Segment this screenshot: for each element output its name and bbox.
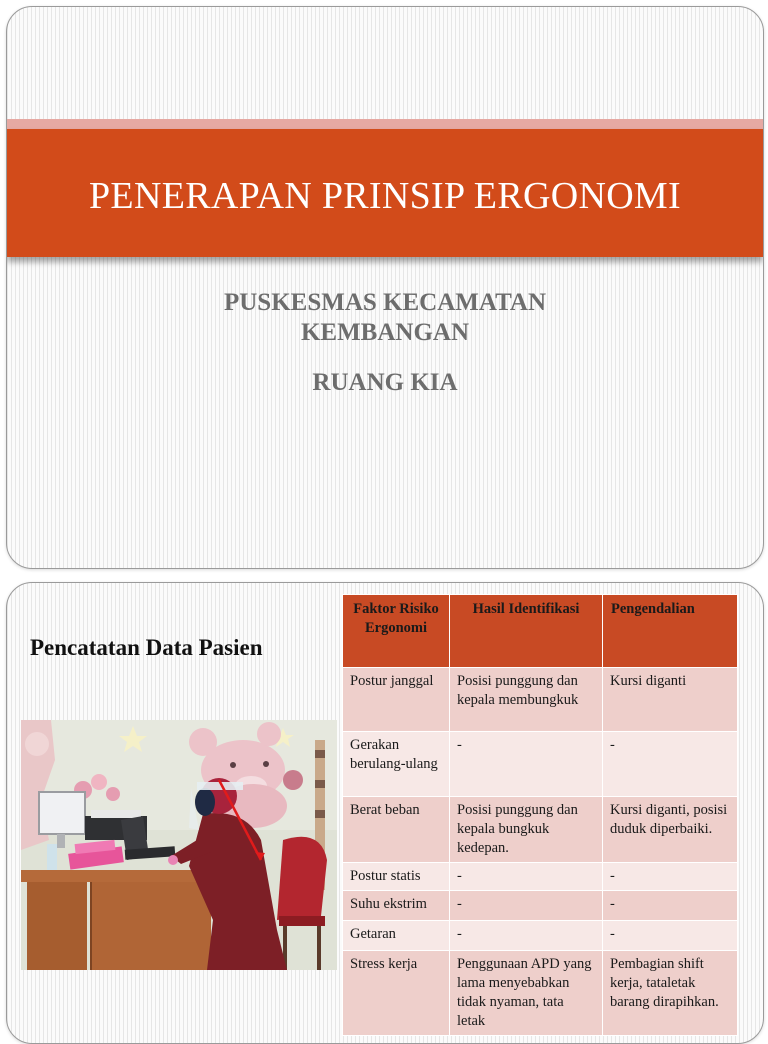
cell-factor: Suhu ekstrim (343, 891, 450, 921)
cell-result: - (450, 921, 603, 951)
table-row (343, 891, 738, 921)
table-row (343, 797, 738, 863)
table-row (343, 863, 738, 891)
title-slide[interactable] (6, 6, 764, 569)
cell-factor: Gerakan berulang-ulang (343, 732, 450, 797)
cell-factor: Berat beban (343, 797, 450, 863)
subtitle-line-1: PUSKESMAS KECAMATAN (223, 289, 546, 316)
ergonomic-risk-table (342, 594, 738, 1036)
cell-result: - (450, 891, 603, 921)
cell-factor: Postur statis (343, 863, 450, 891)
cell-control: - (603, 921, 738, 951)
photo-worker-at-desk (21, 720, 337, 970)
cell-factor: Getaran (343, 921, 450, 951)
cell-result: Penggunaan APD yang lama menyebabkan tidak nyaman, tata letak (450, 951, 603, 1036)
slide-heading: Pencatatan Data Pasien (30, 635, 263, 660)
cell-control: Kursi diganti (603, 668, 738, 732)
header-faktor: Faktor Risiko Ergonomi (343, 595, 450, 668)
cell-control: Kursi diganti, posisi duduk diperbaiki. (603, 797, 738, 863)
cell-factor: Postur janggal (343, 668, 450, 732)
title-band-accent (7, 119, 763, 129)
table-row (343, 921, 738, 951)
cell-control: - (603, 863, 738, 891)
cell-result: Posisi punggung dan kepala membungkuk (450, 668, 603, 732)
cell-control: Pembagian shift kerja, tataletak barang dirapihkan. (603, 951, 738, 1036)
subtitle-organization (7, 288, 763, 348)
cell-control: - (603, 891, 738, 921)
table-row (343, 668, 738, 732)
table-row (343, 732, 738, 797)
cell-result: Posisi punggung dan kepala bungkuk kedepan. (450, 797, 603, 863)
header-hasil: Hasil Identifikasi (450, 595, 603, 668)
subtitle-line-2: KEMBANGAN (300, 319, 470, 346)
subtitle-room: RUANG KIA (312, 369, 458, 396)
header-pengendalian: Pengendalian (603, 595, 738, 668)
cell-result: - (450, 732, 603, 797)
table-row (343, 951, 738, 1036)
title-band (7, 129, 763, 257)
content-slide[interactable] (6, 582, 764, 1044)
table-header-row (343, 595, 738, 668)
cell-result: - (450, 863, 603, 891)
slide-title: PENERAPAN PRINSIP ERGONOMI (89, 175, 681, 217)
cell-factor: Stress kerja (343, 951, 450, 1036)
cell-control: - (603, 732, 738, 797)
